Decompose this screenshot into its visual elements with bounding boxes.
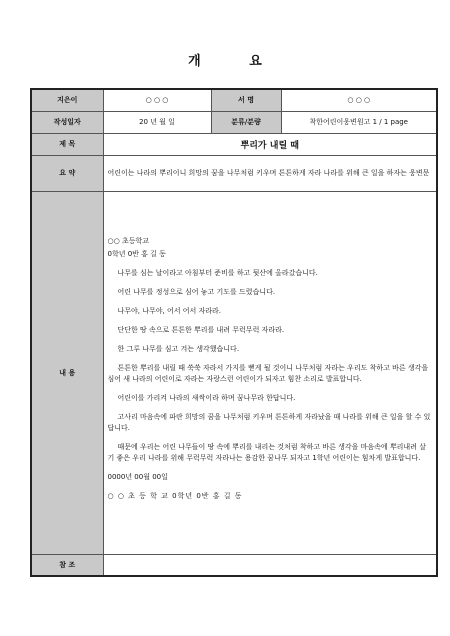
- category-label: 분류/분량: [211, 111, 281, 133]
- form-row-subject: [31, 133, 437, 155]
- form-row-content: [31, 191, 437, 554]
- reference-label: 참 조: [31, 554, 103, 576]
- date-value[interactable]: 20 년 월 일: [103, 111, 211, 133]
- content-student: 0학년 0반 홍 길 동: [107, 249, 166, 258]
- signature-value[interactable]: ○ ○ ○: [281, 89, 437, 111]
- content-paragraph: 한 그루 나무를 심고 겨는 생각했습니다.: [117, 344, 240, 353]
- content-paragraph: 단단한 땅 속으로 튼튼한 뿌리를 내려 무럭무럭 자라라.: [117, 325, 285, 334]
- summary-form: [30, 88, 438, 577]
- subject-value[interactable]: 뿌리가 내릴 때: [103, 133, 437, 155]
- subject-label: 제 목: [31, 133, 103, 155]
- signature-label: 서 명: [211, 89, 281, 111]
- date-label: 작성일자: [31, 111, 103, 133]
- form-row-summary: [31, 155, 437, 191]
- content-label: 내 용: [31, 191, 103, 554]
- content-paragraph: 때문에 우리는 어린 나무들이 땅 속에 뿌리를 내리는 것처럼 착하고 바른 생각을 마음속에 뿌리내려 살기 좋은 우리 나라를 위해 무럭무럭 자라나는 용감한 꿈나무 되자고 1학년 어린이는 힘차게 발표합니다.: [107, 442, 426, 462]
- content-paragraph: 나무야, 나무야, 어서 어서 자라라.: [117, 306, 221, 315]
- author-value[interactable]: ○ ○ ○: [103, 89, 211, 111]
- content-paragraph: 나무를 심는 날이라고 아침부터 준비를 하고 뒷산에 올라갔습니다.: [117, 268, 318, 277]
- page-title: 개 요: [188, 54, 284, 69]
- author-label: 지은이: [31, 89, 103, 111]
- content-school: ○○ 초등학교: [107, 236, 149, 245]
- content-sign-line: ○ ○ 초 등 학 교 0학년 0반 홍 길 동: [107, 491, 243, 500]
- form-row-reference: [31, 554, 437, 576]
- content-paragraph: 어린이를 가리켜 나라의 새싹이라 하며 꿈나무라 한답니다.: [117, 393, 296, 402]
- summary-value[interactable]: 어린이는 나라의 뿌리이니 희망의 꿈을 나무처럼 키우며 튼튼하게 자라 나라를 위해 큰 일을 하자는 웅변문: [103, 155, 437, 191]
- content-paragraph: 튼튼한 뿌리를 내릴 때 쑥쑥 자라서 가지를 뻗게 될 것이니 나무처럼 자라는 우리도 착하고 바른 생각을 심어 새 나라의 어린이로 자라는 자랑스런 어린이가 되자고 힘찬 소리로 발표합니다.: [107, 363, 429, 383]
- reference-value[interactable]: [103, 554, 437, 576]
- content-date-line: 0000년 00월 00일: [107, 472, 168, 481]
- content-paragraph: 어린 나무를 정성으로 심어 놓고 기도를 드렸습니다.: [117, 287, 276, 296]
- summary-label: 요 약: [31, 155, 103, 191]
- content-paragraph: 고사리 마음속에 파란 희망의 꿈을 나무처럼 키우며 튼튼하게 자라났을 때 나라를 위해 큰 일을 할 수 있답니다.: [107, 412, 431, 432]
- category-value[interactable]: 착한어린이웅변원고 1 / 1 page: [281, 111, 437, 133]
- form-row-author: [31, 89, 437, 111]
- content-body[interactable]: [103, 191, 437, 554]
- form-row-date: [31, 111, 437, 133]
